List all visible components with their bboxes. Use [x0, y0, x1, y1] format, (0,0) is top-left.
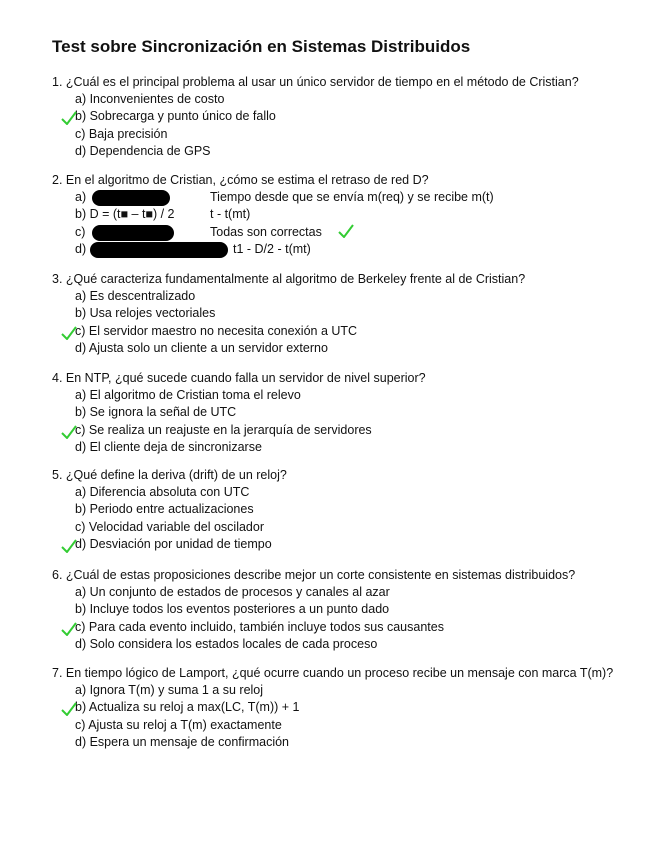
option[interactable]: [52, 305, 652, 322]
option-label: c): [75, 224, 86, 239]
checkmark-icon: [61, 539, 77, 553]
question-1: [52, 73, 652, 161]
option-label: b) Actualiza su reloj a max(LC, T(m)) + 1: [75, 700, 300, 715]
option-label: c) Velocidad variable del oscilador: [75, 519, 264, 534]
question-7: [52, 664, 652, 752]
option-label: a) Diferencia absoluta con UTC: [75, 485, 250, 499]
option-label: b) Periodo entre actualizaciones: [75, 502, 254, 517]
option[interactable]: [52, 717, 652, 734]
option-label: c) Se realiza un reajuste en la jerarquía de servidores: [75, 422, 372, 437]
question-text: 2. En el algoritmo de Cristian, ¿cómo se estima el retraso de red D?: [52, 173, 429, 187]
question-text: 7. En tiempo lógico de Lamport, ¿qué ocurre cuando un proceso recibe un mensaje con marca T(m)?: [52, 666, 614, 680]
checkmark-icon: [61, 702, 77, 716]
question-2: [52, 171, 652, 259]
option-label: d): [75, 242, 87, 257]
option[interactable]: [52, 108, 652, 125]
option[interactable]: [52, 387, 652, 404]
option-label: a) Ignora T(m) y suma 1 a su reloj: [75, 683, 264, 697]
option[interactable]: [52, 619, 652, 636]
question-text: 3. ¿Qué caracteriza fundamentalmente al algoritmo de Berkeley frente al de Cristian?: [52, 272, 526, 286]
option[interactable]: [52, 636, 652, 653]
option-label: d) Desviación por unidad de tiempo: [75, 537, 272, 552]
option[interactable]: [52, 288, 652, 305]
option-label: a) Es descentralizado: [75, 289, 196, 303]
option-label: b) Sobrecarga y punto único de fallo: [75, 109, 276, 124]
checkmark-icon: [61, 326, 77, 340]
option-label: b) Incluye todos los eventos posteriores a un punto dado: [75, 602, 390, 617]
option-label: b) Se ignora la señal de UTC: [75, 405, 237, 420]
option-label: c) Baja precisión: [75, 126, 168, 141]
option-answer: t1 - D/2 - t(mt): [233, 242, 311, 257]
option-label: d) Solo considera los estados locales de cada proceso: [75, 637, 378, 652]
option-label: a) El algoritmo de Cristian toma el relevo: [75, 388, 301, 402]
option[interactable]: [52, 536, 652, 553]
option-label: a) Un conjunto de estados de procesos y canales al azar: [75, 585, 390, 599]
option[interactable]: [52, 699, 652, 716]
option[interactable]: [52, 601, 652, 618]
question-6: [52, 566, 652, 654]
option-answer: Tiempo desde que se envía m(req) y se recibe m(t): [210, 190, 494, 204]
option-label: d) El cliente deja de sincronizarse: [75, 440, 262, 455]
option[interactable]: [52, 126, 652, 143]
option[interactable]: [52, 439, 652, 456]
option-row: [52, 241, 652, 258]
question-5: [52, 466, 652, 554]
question-text: 1. ¿Cuál es el principal problema al usar un único servidor de tiempo en el método de Cristian?: [52, 75, 579, 89]
option-row: [52, 206, 652, 223]
question-3: [52, 270, 652, 358]
option[interactable]: [52, 501, 652, 518]
option-label: b) Usa relojes vectoriales: [75, 306, 216, 321]
option[interactable]: [52, 682, 652, 699]
question-text: 6. ¿Cuál de estas proposiciones describe mejor un corte consistente en sistemas distribuidos?: [52, 568, 576, 582]
option-label: a) Inconvenientes de costo: [75, 92, 225, 106]
option-label: d) Ajusta solo un cliente a un servidor externo: [75, 341, 328, 356]
redaction-mark: [92, 190, 170, 206]
redaction-mark: [92, 225, 174, 241]
option-answer: Todas son correctas: [210, 224, 322, 239]
option[interactable]: [52, 323, 652, 340]
option[interactable]: [52, 422, 652, 439]
option[interactable]: [52, 404, 652, 421]
question-4: [52, 369, 652, 457]
option[interactable]: [52, 143, 652, 160]
option[interactable]: [52, 340, 652, 357]
option-label: a): [75, 190, 87, 204]
checkmark-icon: [61, 425, 77, 439]
option-answer: t - t(mt): [210, 207, 251, 222]
question-text: 4. En NTP, ¿qué sucede cuando falla un servidor de nivel superior?: [52, 371, 426, 385]
option-row: [52, 224, 652, 241]
redaction-mark: [90, 242, 228, 258]
option[interactable]: [52, 584, 652, 601]
checkmark-icon: [61, 622, 77, 636]
option-label: c) Ajusta su reloj a T(m) exactamente: [75, 717, 282, 732]
option-label: d) Dependencia de GPS: [75, 144, 211, 159]
option-label: b) D = (t■ – t■) / 2: [75, 207, 175, 222]
option-label: c) Para cada evento incluido, también incluye todos sus causantes: [75, 619, 444, 634]
option-label: c) El servidor maestro no necesita conexión a UTC: [75, 323, 358, 338]
option[interactable]: [52, 734, 652, 751]
option-label: d) Espera un mensaje de confirmación: [75, 735, 290, 750]
option-row: [52, 189, 652, 206]
option[interactable]: [52, 91, 652, 108]
page-title: Test sobre Sincronización en Sistemas Distribuidos: [52, 37, 471, 56]
checkmark-icon: [61, 111, 77, 125]
question-text: 5. ¿Qué define la deriva (drift) de un reloj?: [52, 468, 287, 482]
option[interactable]: [52, 519, 652, 536]
option[interactable]: [52, 484, 652, 501]
